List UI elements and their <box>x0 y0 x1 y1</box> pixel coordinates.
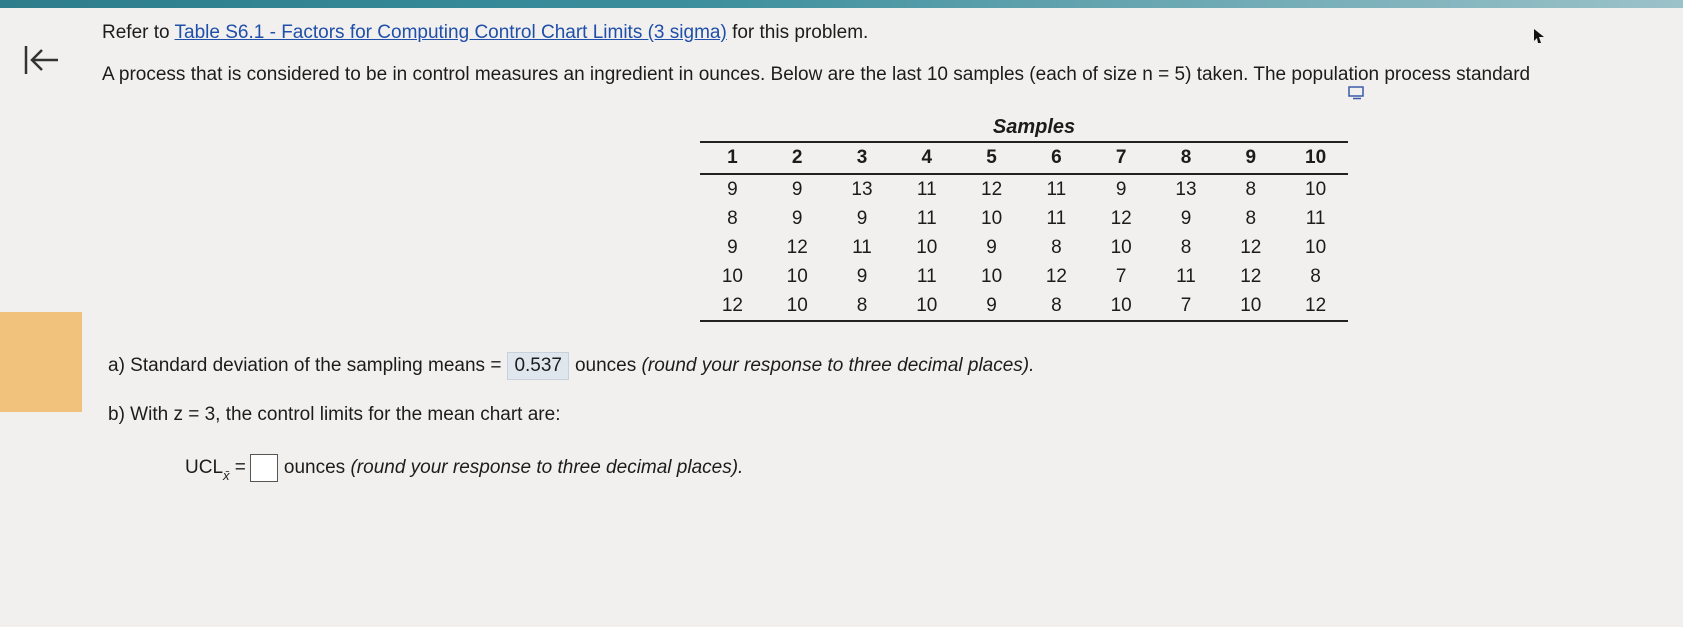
table-header-row <box>700 142 1348 174</box>
column-header: 10 <box>1283 142 1348 174</box>
table-cell: 8 <box>1180 236 1192 258</box>
table-cell: 8 <box>1024 291 1089 321</box>
table-cell: 10 <box>1089 291 1154 321</box>
column-header: 3 <box>830 142 895 174</box>
screen-icon[interactable] <box>1348 86 1366 100</box>
table-cell: 8 <box>727 207 738 229</box>
table-cell: 12 <box>1240 265 1262 287</box>
table-cell: 10 <box>721 265 743 287</box>
left-highlight-band <box>0 312 82 412</box>
column-header: 9 <box>1218 142 1283 174</box>
table-cell: 10 <box>1305 178 1327 200</box>
table-cell: 12 <box>1045 265 1067 287</box>
table-cell: 9 <box>791 178 803 200</box>
column-header: 7 <box>1089 142 1154 174</box>
table-cell: 10 <box>894 291 959 321</box>
table-cell: 13 <box>851 178 873 200</box>
table-cell: 9 <box>727 236 738 258</box>
table-s6-1-link[interactable]: Table S6.1 - Factors for Computing Control Chart Limits (3 sigma) <box>174 22 727 43</box>
table-cell: 10 <box>981 207 1003 229</box>
cursor-icon <box>1533 28 1545 44</box>
top-accent-bar <box>0 0 1683 8</box>
table-caption: Samples <box>992 116 1076 138</box>
table-cell: 8 <box>1245 207 1257 229</box>
part-a-unit: ounces <box>574 355 637 376</box>
reference-suffix: for this problem. <box>726 22 869 43</box>
problem-statement: A process that is considered to be in control measures an ingredient in ounces. Below are the last 10 samples (each of size n = 5) taken. The population process standard <box>102 64 1531 85</box>
table-cell: 11 <box>916 207 937 229</box>
table-cell: 9 <box>986 236 997 258</box>
table-cell: 10 <box>981 265 1003 287</box>
table-cell: 8 <box>830 291 895 321</box>
samples-table-container <box>700 113 1348 322</box>
table-cell: 11 <box>916 178 937 200</box>
reference-prefix: Refer to <box>102 22 175 43</box>
table-cell: 10 <box>1110 236 1132 258</box>
table-cell: 11 <box>852 236 872 258</box>
table-cell: 11 <box>1046 178 1067 200</box>
table-row <box>700 174 1348 204</box>
table-cell: 13 <box>1175 178 1197 200</box>
table-cell: 12 <box>700 291 765 321</box>
ucl-input[interactable] <box>250 454 278 482</box>
table-row <box>700 233 1348 262</box>
column-header: 2 <box>765 142 830 174</box>
table-cell: 12 <box>1283 291 1348 321</box>
column-header: 5 <box>959 142 1024 174</box>
part-a <box>108 352 1034 380</box>
table-cell: 11 <box>916 265 937 287</box>
reference-line <box>102 22 868 44</box>
table-cell: 12 <box>981 178 1003 200</box>
table-cell: 9 <box>959 291 1024 321</box>
table-cell: 10 <box>786 265 808 287</box>
column-header: 8 <box>1154 142 1219 174</box>
part-a-label: a) Standard deviation of the sampling means = <box>108 355 502 376</box>
table-cell: 11 <box>1176 265 1196 287</box>
column-header: 4 <box>894 142 959 174</box>
table-row <box>700 262 1348 291</box>
table-row <box>700 204 1348 233</box>
ucl-subscript: x̄ <box>223 468 230 484</box>
table-cell: 12 <box>1110 207 1132 229</box>
table-cell: 9 <box>1180 207 1192 229</box>
table-cell: 9 <box>1115 178 1127 200</box>
table-cell: 7 <box>1115 265 1127 287</box>
ucl-label: UCL <box>185 457 224 479</box>
ucl-note: (round your response to three decimal places). <box>350 457 744 479</box>
table-cell: 9 <box>791 207 803 229</box>
table-body <box>700 174 1348 321</box>
ucl-line <box>185 454 743 482</box>
table-row <box>700 291 1348 321</box>
table-cell: 7 <box>1154 291 1219 321</box>
part-b: b) With z = 3, the control limits for the mean chart are: <box>108 404 561 425</box>
table-cell: 8 <box>1310 265 1321 287</box>
table-cell: 10 <box>1218 291 1283 321</box>
table-cell: 8 <box>1051 236 1062 258</box>
samples-table <box>700 141 1348 322</box>
table-cell: 9 <box>856 207 868 229</box>
table-cell: 12 <box>1240 236 1262 258</box>
back-arrow-icon[interactable] <box>22 40 62 80</box>
table-cell: 12 <box>786 236 808 258</box>
part-a-note: (round your response to three decimal places). <box>641 355 1035 376</box>
table-cell: 11 <box>1305 207 1326 229</box>
column-header: 6 <box>1024 142 1089 174</box>
table-cell: 9 <box>856 265 868 287</box>
ucl-unit: ounces <box>283 457 346 479</box>
table-cell: 8 <box>1245 178 1257 200</box>
part-a-answer-field[interactable]: 0.537 <box>507 352 569 380</box>
table-cell: 9 <box>727 178 738 200</box>
column-header: 1 <box>700 142 765 174</box>
table-cell: 11 <box>1046 207 1067 229</box>
table-cell: 10 <box>765 291 830 321</box>
table-cell: 10 <box>1305 236 1327 258</box>
ucl-equals: = <box>234 457 246 479</box>
table-cell: 10 <box>916 236 938 258</box>
